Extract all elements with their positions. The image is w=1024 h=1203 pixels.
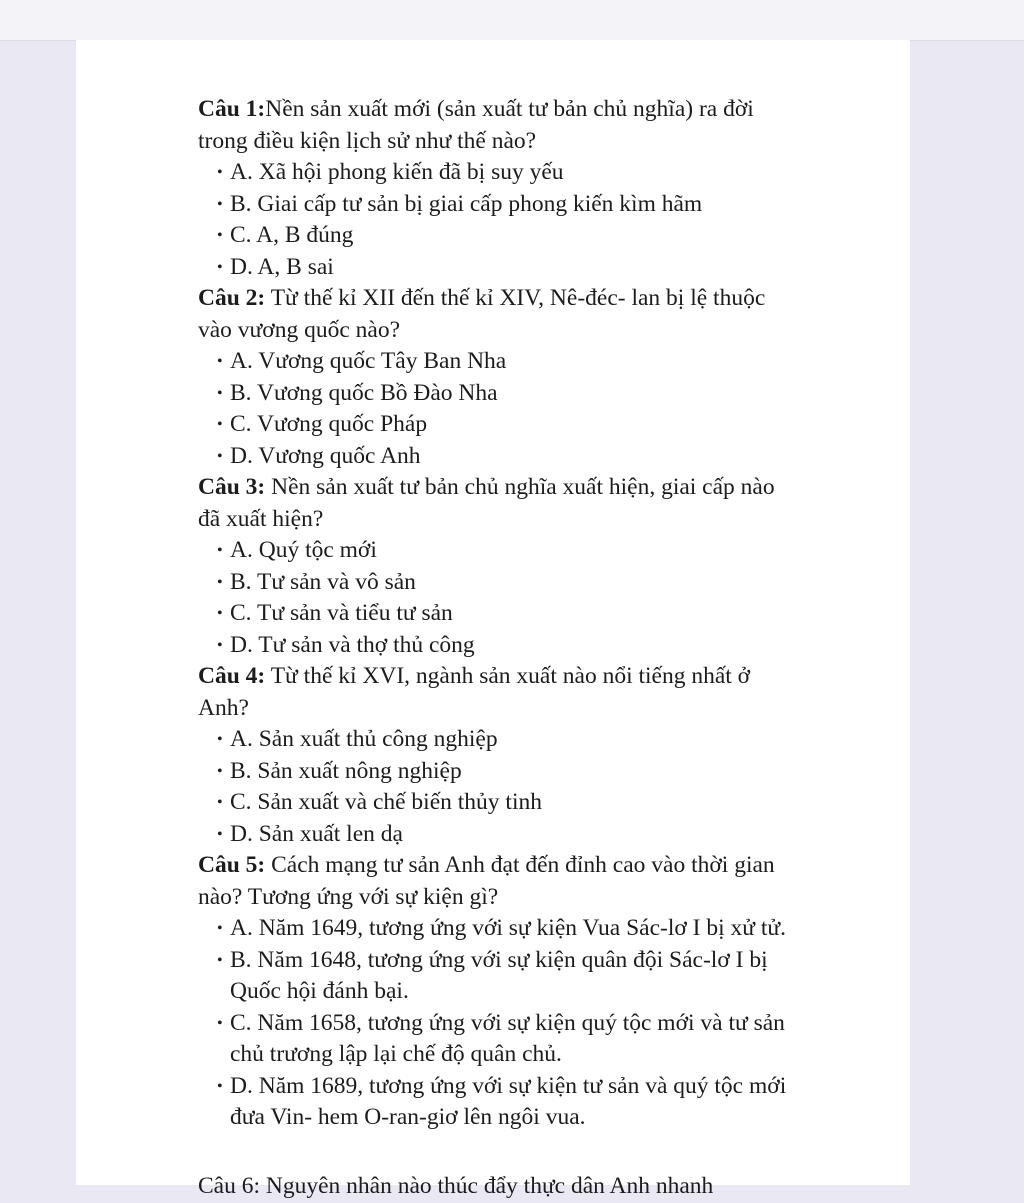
viewer-top-bar — [0, 0, 1024, 41]
question-4-options — [198, 724, 798, 850]
option-item: • D. Tư sản và thợ thủ công — [198, 630, 798, 662]
quiz-content — [198, 94, 798, 1134]
option-item: • A. Vương quốc Tây Ban Nha — [198, 346, 798, 378]
option-item: • B. Giai cấp tư sản bị giai cấp phong kiến kìm hãm — [198, 189, 798, 221]
option-item: • B. Tư sản và vô sản — [198, 567, 798, 599]
question-1 — [198, 94, 798, 157]
option-item: • B. Năm 1648, tương ứng với sự kiện quân đội Sác-lơ I bị Quốc hội đánh bại. — [198, 945, 798, 1008]
question-4 — [198, 661, 798, 724]
option-item: • A. Quý tộc mới — [198, 535, 798, 567]
question-2-options — [198, 346, 798, 472]
option-item: • D. Năm 1689, tương ứng với sự kiện tư sản và quý tộc mới đưa Vin- hem O-ran-giơ lên ngôi vua. — [198, 1071, 798, 1134]
question-6-cutoff — [198, 1168, 798, 1199]
document-page — [76, 40, 910, 1199]
question-1-text: Nền sản xuất mới (sản xuất tư bản chủ nghĩa) ra đời trong điều kiện lịch sử như thế nào? — [198, 96, 754, 154]
question-3-label: Câu 3: — [198, 474, 266, 500]
question-3-options — [198, 535, 798, 661]
question-2-label: Câu 2: — [198, 285, 266, 311]
question-2-text: Từ thế kỉ XII đến thế kỉ XIV, Nê-đéc- lan bị lệ thuộc vào vương quốc nào? — [198, 285, 766, 343]
question-2 — [198, 283, 798, 346]
option-item: • D. Sản xuất len dạ — [198, 819, 798, 851]
option-item: • B. Vương quốc Bồ Đào Nha — [198, 378, 798, 410]
option-item: • A. Sản xuất thủ công nghiệp — [198, 724, 798, 756]
question-3-text: Nền sản xuất tư bản chủ nghĩa xuất hiện, giai cấp nào đã xuất hiện? — [198, 474, 775, 532]
question-1-label: Câu 1: — [198, 96, 266, 122]
option-item: • C. Sản xuất và chế biến thủy tinh — [198, 787, 798, 819]
option-item: • B. Sản xuất nông nghiệp — [198, 756, 798, 788]
option-item: • C. Năm 1658, tương ứng với sự kiện quý tộc mới và tư sản chủ trương lập lại chế độ quân chủ. — [198, 1008, 798, 1071]
option-item: • D. Vương quốc Anh — [198, 441, 798, 473]
option-item: • C. Tư sản và tiểu tư sản — [198, 598, 798, 630]
option-item: • C. A, B đúng — [198, 220, 798, 252]
question-3 — [198, 472, 798, 535]
question-4-text: Từ thế kỉ XVI, ngành sản xuất nào nổi tiếng nhất ở Anh? — [198, 663, 751, 721]
question-5-text: Cách mạng tư sản Anh đạt đến đỉnh cao vào thời gian nào? Tương ứng với sự kiện gì? — [198, 852, 775, 910]
option-item: • C. Vương quốc Pháp — [198, 409, 798, 441]
question-4-label: Câu 4: — [198, 663, 266, 689]
option-item: • D. A, B sai — [198, 252, 798, 284]
option-item: • A. Xã hội phong kiến đã bị suy yếu — [198, 157, 798, 189]
option-item: • A. Năm 1649, tương ứng với sự kiện Vua Sác-lơ I bị xử tử. — [198, 913, 798, 945]
question-5-options — [198, 913, 798, 1134]
question-5 — [198, 850, 798, 913]
question-1-options — [198, 157, 798, 283]
question-5-label: Câu 5: — [198, 852, 266, 878]
question-6-partial-text: Câu 6: Nguyên nhân nào thúc đẩy thực dân Anh nhanh — [198, 1173, 714, 1199]
